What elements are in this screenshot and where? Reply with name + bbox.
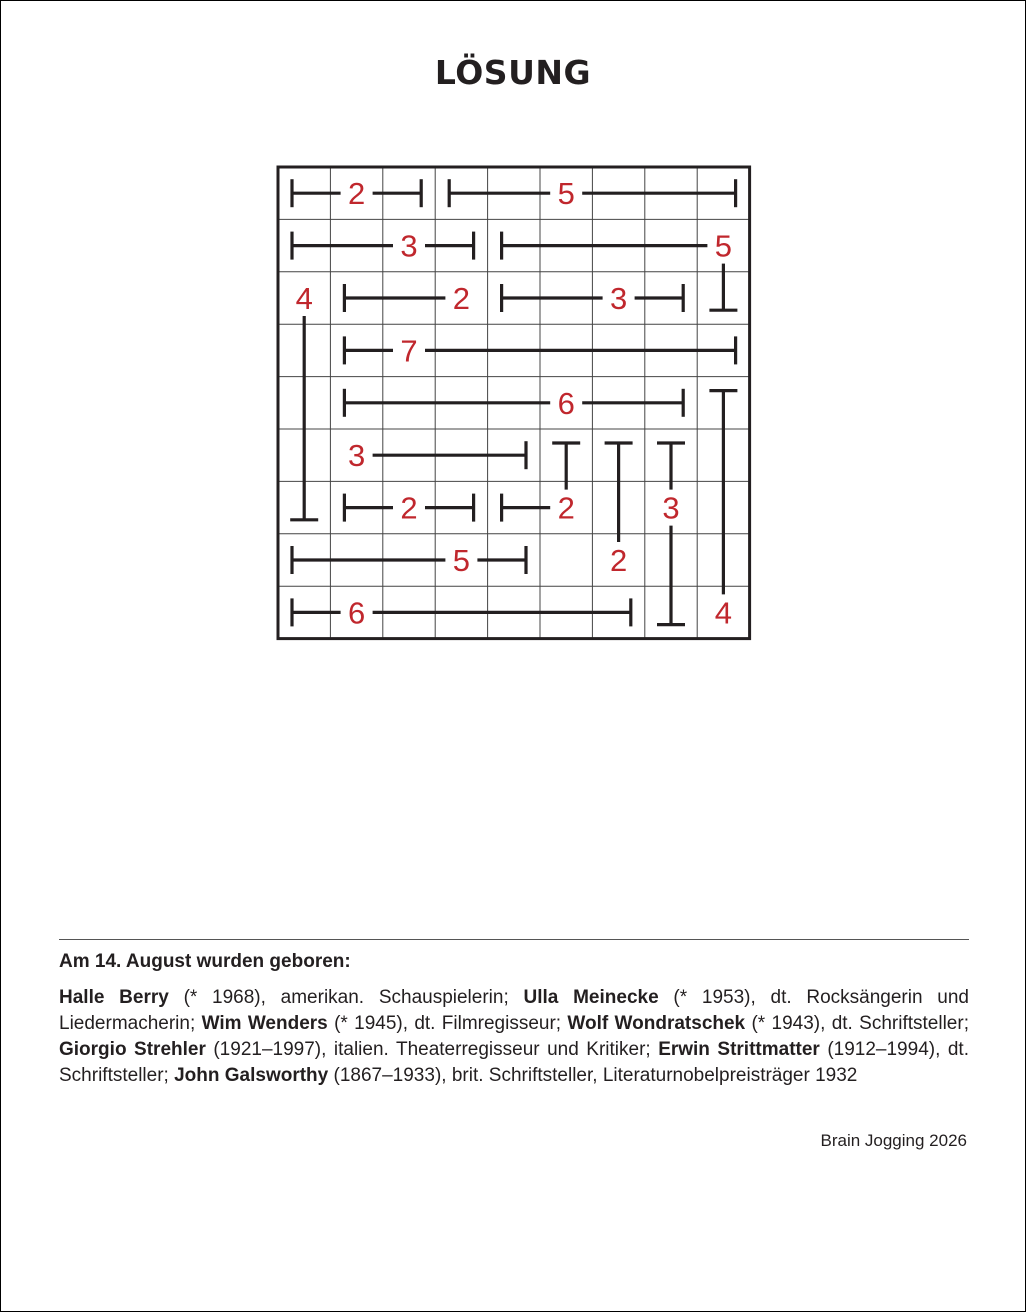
clue-number: 5 <box>714 228 733 264</box>
person-name: Giorgio Strehler <box>59 1039 206 1060</box>
clue-number: 6 <box>557 385 575 421</box>
person-name: John Galsworthy <box>174 1065 329 1086</box>
person-details: (* 1943), dt. Schriftsteller; <box>745 1013 969 1034</box>
person-name: Wolf Wondratschek <box>567 1013 746 1034</box>
person-name: Erwin Strittmatter <box>658 1039 820 1060</box>
clue-number: 2 <box>400 490 418 526</box>
person-name: Ulla Meinecke <box>523 987 659 1008</box>
grid-svg <box>276 165 752 641</box>
clue-number: 6 <box>347 595 366 631</box>
clue-number: 4 <box>714 595 733 631</box>
birthdays-text <box>59 985 969 1089</box>
clue-number: 2 <box>347 176 366 212</box>
clue-number: 3 <box>662 490 680 526</box>
person-details: (1867–1933), brit. Schriftsteller, Literaturnobelpreisträger 1932 <box>328 1065 858 1086</box>
divider <box>59 939 969 940</box>
person-name: Halle Berry <box>59 987 169 1008</box>
clue-number: 4 <box>295 281 313 316</box>
clue-number: 3 <box>609 281 628 316</box>
clue-number: 2 <box>452 281 471 316</box>
puzzle-solution-grid <box>276 165 752 646</box>
person-details: (* 1953), dt. Rocksängerin und Liedermacherin; <box>59 987 969 1034</box>
person-details: (* 1945), dt. Filmregisseur; <box>327 1013 568 1034</box>
person-details: (1921–1997), italien. Theaterregisseur und Kritiker; <box>205 1039 659 1060</box>
clue-number: 3 <box>400 228 418 264</box>
clue-number: 2 <box>557 490 575 526</box>
clue-number: 7 <box>400 333 418 369</box>
person-name: Wim Wenders <box>201 1013 328 1034</box>
person-details: (1912–1994), dt. Schriftsteller; <box>59 1039 969 1086</box>
clue-number: 2 <box>609 543 628 578</box>
clue-number: 5 <box>452 543 471 578</box>
clue-number: 5 <box>557 176 575 212</box>
footer-credit: Brain Jogging 2026 <box>820 1131 967 1150</box>
page-title: LÖSUNG <box>434 53 592 92</box>
birthdays-heading: Am 14. August wurden geboren: <box>59 951 351 972</box>
person-details: (* 1968), amerikan. Schauspielerin; <box>168 987 524 1008</box>
clue-number: 3 <box>347 438 366 474</box>
